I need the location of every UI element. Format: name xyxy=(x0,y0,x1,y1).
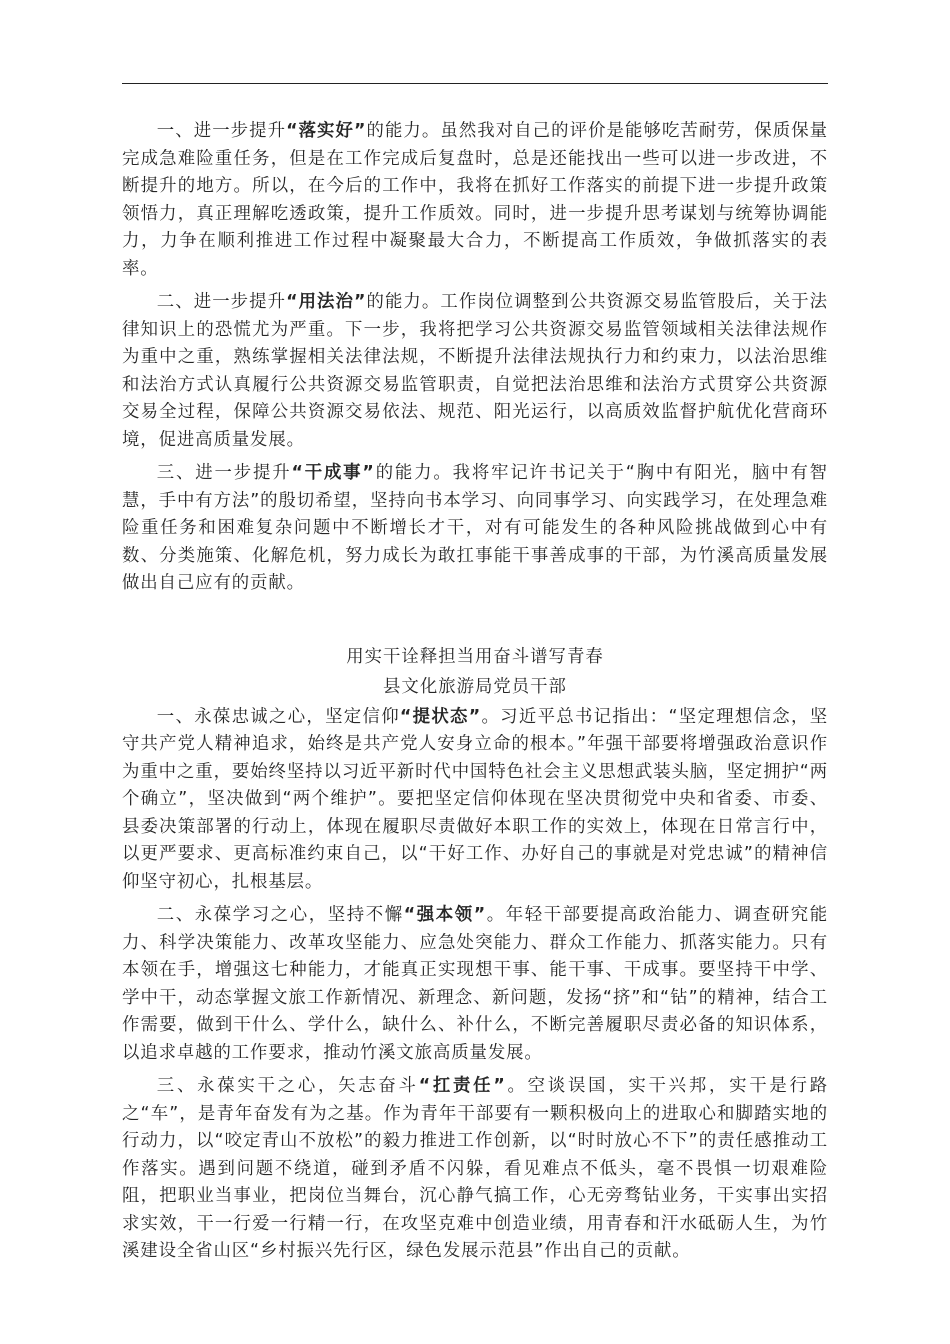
paragraph-keyword: “用法治” xyxy=(286,292,367,312)
paragraph xyxy=(122,118,828,283)
paragraph-lead: 三、进一步提升 xyxy=(156,463,292,483)
paragraph-keyword: “扛责任” xyxy=(418,1076,506,1096)
paragraph-keyword: “落实好” xyxy=(286,121,367,141)
paragraph xyxy=(122,460,828,598)
paragraph-lead: 一、永葆忠诚之心，坚定信仰 xyxy=(156,706,400,727)
paragraph xyxy=(122,1073,828,1266)
paragraph-keyword: “干成事” xyxy=(291,463,375,483)
paragraph-lead: 三、永葆实干之心，矢志奋斗 xyxy=(156,1076,419,1096)
section-gap xyxy=(122,604,828,642)
paragraph-text: 。年轻干部要提高政治能力、调查研究能力、科学决策能力、改革攻坚能力、应急处突能力、群众工作能力、抓落实能力。只有本领在手，增强这七种能力，才能真正实现想干事、能干事、干成事。要坚持干中学、学中干，动态掌握文旅工作新情况、新理念、新问题，发扬“挤”和“钻”的精神，结合工作需要，做到干什么、学什么，缺什么、补什么，不断完善履职尽责必备的知识体系，以追求卓越的工作要求，推动竹溪文旅高质量发展。 xyxy=(122,905,828,1063)
paragraph-text: 的能力。我将牢记许书记关于“胸中有阳光，脑中有智慧，手中有方法”的殷切希望，坚持向书本学习、向同事学习、向实践学习，在处理急难险重任务和困难复杂问题中不断增长才干，对有可能发生的各种风险挑战做到心中有数、分类施策、化解危机，努力成长为敢扛事能干事善成事的干部，为竹溪高质量发展做出自己应有的贡献。 xyxy=(122,463,828,593)
paragraph-lead: 一、进一步提升 xyxy=(156,121,287,141)
paragraph-text: 。空谈误国，实干兴邦，实干是行路之“车”，是青年奋发有为之基。作为青年干部要有一颗积极向上的进取心和脚踏实地的行动力，以“咬定青山不放松”的毅力推进工作创新，以“时时放心不下”的责任感推动工作落实。遇到问题不绕道，碰到矛盾不闪躲，看见难点不低头，毫不畏惧一切艰难险阻，把职业当事业，把岗位当舞台，沉心静气搞工作，心无旁骛钻业务，干实事出实招求实效，干一行爱一行精一行，在攻坚克难中创造业绩，用青春和汗水砥砺人生，为竹溪建设全省山区“乡村振兴先行区，绿色发展示范县”作出自己的贡献。 xyxy=(122,1076,828,1261)
paragraph xyxy=(122,289,828,454)
header-rule xyxy=(122,83,828,84)
paragraph xyxy=(122,704,828,897)
article-author: 县文化旅游局党员干部 xyxy=(383,676,567,697)
paragraph-text: 。习近平总书记指出：“坚定理想信念，坚守共产党人精神追求，始终是共产党人安身立命的根本。”年强干部要将增强政治意识作为重中之重，要始终坚持以习近平新时代中国特色社会主义思想武装头脑，坚定拥护“两个确立”，坚决做到“两个维护”。要把坚定信仰体现在坚决贯彻党中央和省委、市委、县委决策部署的行动上，体现在履职尽责做好本职工作的实效上，体现在日常言行中，以更严要求、更高标准约束自己，以“干好工作、办好自己的事就是对党忠诚”的精神信仰坚守初心，扎根基层。 xyxy=(122,706,828,892)
document-body xyxy=(122,118,828,1272)
paragraph-keyword: “强本领” xyxy=(403,905,487,925)
paragraph-keyword: “提状态” xyxy=(399,706,482,727)
paragraph-text: 的能力。工作岗位调整到公共资源交易监管股后，关于法律知识上的恐慌尤为严重。下一步，我将把学习公共资源交易监管领域相关法律法规作为重中之重，熟练掌握相关法律法规，不断提升法律法规执行力和约束力，以法治思维和法治方式认真履行公共资源交易监管职责，自觉把法治思维和法治方式贯穿公共资源交易全过程，保障公共资源交易依法、规范、阳光运行，以高质效监督护航优化营商环境，促进高质量发展。 xyxy=(122,292,828,450)
article-title: 用实干诠释担当用奋斗谱写青春 xyxy=(346,646,604,667)
paragraph xyxy=(122,902,828,1067)
paragraph-text: 的能力。虽然我对自己的评价是能够吃苦耐劳，保质保量完成急难险重任务，但是在工作完成后复盘时，总是还能找出一些可以进一步改进，不断提升的地方。所以，在今后的工作中，我将在抓好工作落实的前提下进一步提升政策领悟力，真正理解吃透政策，提升工作质效。同时，进一步提升思考谋划与统筹协调能力，力争在顺利推进工作过程中凝聚最大合力，不断提高工作质效，争做抓落实的表率。 xyxy=(122,121,828,279)
paragraph-lead: 二、进一步提升 xyxy=(156,292,287,312)
paragraph-lead: 二、永葆学习之心，坚持不懈 xyxy=(156,905,404,925)
